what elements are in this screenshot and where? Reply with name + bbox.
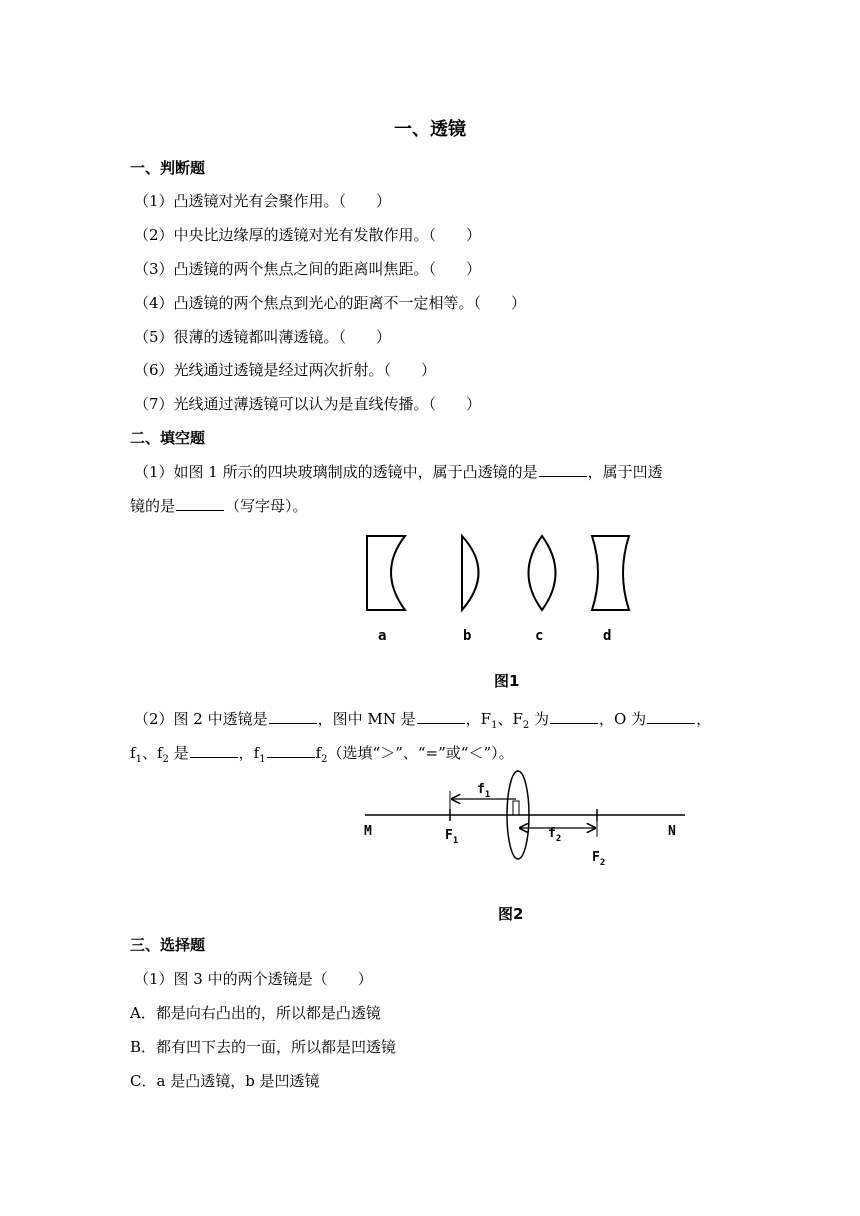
q2-text: （选填“＞”、“=”或“＜”）。 <box>327 744 514 762</box>
page-title: 一、透镜 <box>394 119 466 140</box>
q2-text: f <box>315 744 322 762</box>
section-heading-choice: 三、选择题 <box>130 936 206 954</box>
subscript: 2 <box>162 754 169 765</box>
q2-text: 为 <box>529 710 550 728</box>
q2-text: ，图中 MN 是 <box>317 710 416 728</box>
lens-label-c: c <box>535 628 544 644</box>
label-N: N <box>668 824 676 839</box>
label-f2: $f_2$ <box>548 826 562 844</box>
q1-text-c: 镜的是 <box>130 497 176 515</box>
fill-question-1-line-1 <box>134 461 663 482</box>
section-heading-judgment: 一、判断题 <box>130 159 206 177</box>
q2-text: ，O 为 <box>599 710 647 728</box>
label-F2: $F_2$ <box>592 850 606 868</box>
judgment-item-1: （1）凸透镜对光有会聚作用。（ ） <box>134 192 392 210</box>
optical-center <box>513 801 519 815</box>
lens-label-a: a <box>378 628 387 644</box>
answer-blank[interactable] <box>550 711 598 724</box>
fill-question-1-line-2 <box>130 495 308 516</box>
subscript: 2 <box>321 754 328 765</box>
q2-text: ，F <box>465 710 492 728</box>
lens-b <box>462 536 479 610</box>
judgment-item-2: （2）中央比边缘厚的透镜对光有发散作用。（ ） <box>134 226 482 244</box>
judgment-item-5: （5）很薄的透镜都叫薄透镜。（ ） <box>134 328 392 346</box>
q2-text: （2）图 2 中透镜是 <box>134 710 268 728</box>
answer-blank[interactable] <box>190 745 238 758</box>
choice-question-1: （1）图 3 中的两个透镜是（ ） <box>134 970 373 988</box>
judgment-item-7: （7）光线通过薄透镜可以认为是直线传播。（ ） <box>134 395 482 413</box>
figure-1-lenses <box>355 530 645 650</box>
judgment-item-6: （6）光线通过透镜是经过两次折射。（ ） <box>134 361 437 379</box>
label-F1: $F_1$ <box>445 828 459 846</box>
choice-option-a[interactable]: A．都是向右凸出的，所以都是凸透镜 <box>130 1004 381 1022</box>
subscript: 2 <box>522 720 530 731</box>
q2-text: 、f <box>141 744 163 762</box>
answer-blank[interactable] <box>539 464 587 477</box>
choice-option-c[interactable]: C．a 是凸透镜，b 是凹透镜 <box>130 1072 320 1090</box>
lens-d <box>592 536 629 610</box>
q2-text: ，f <box>238 744 260 762</box>
q1-text-b: ，属于凹透 <box>587 463 663 481</box>
choice-option-b[interactable]: B．都有凹下去的一面，所以都是凹透镜 <box>130 1038 397 1056</box>
q2-text: ， <box>696 710 712 728</box>
q2-text: 是 <box>168 744 189 762</box>
answer-blank[interactable] <box>267 745 315 758</box>
fill-question-2-line-2 <box>130 742 514 765</box>
figure-2-caption: 图2 <box>498 905 524 923</box>
fill-question-2-line-1 <box>134 708 711 731</box>
figure-1-caption: 图1 <box>494 672 520 690</box>
answer-blank[interactable] <box>647 711 695 724</box>
lens-c <box>529 536 556 610</box>
subscript: 1 <box>135 754 142 765</box>
lens-label-d: d <box>603 628 612 644</box>
lens-a <box>367 536 405 610</box>
q2-text: f <box>130 744 136 762</box>
figure-2-lens-diagram <box>350 765 700 880</box>
judgment-item-3: （3）凸透镜的两个焦点之间的距离叫焦距。（ ） <box>134 260 482 278</box>
label-f1: $f_1$ <box>477 782 491 800</box>
q1-text-a: （1）如图 1 所示的四块玻璃制成的透镜中，属于凸透镜的是 <box>134 463 538 481</box>
answer-blank[interactable] <box>176 498 224 511</box>
answer-blank[interactable] <box>417 711 465 724</box>
answer-blank[interactable] <box>269 711 317 724</box>
lens-label-b: b <box>463 628 472 644</box>
label-M: M <box>364 824 372 839</box>
q1-text-d: （写字母）。 <box>225 497 308 515</box>
subscript: 1 <box>259 754 266 765</box>
judgment-item-4: （4）凸透镜的两个焦点到光心的距离不一定相等。（ ） <box>134 294 527 312</box>
q2-text: 、F <box>497 710 523 728</box>
section-heading-fill: 二、填空题 <box>130 429 206 447</box>
subscript: 1 <box>491 720 498 731</box>
